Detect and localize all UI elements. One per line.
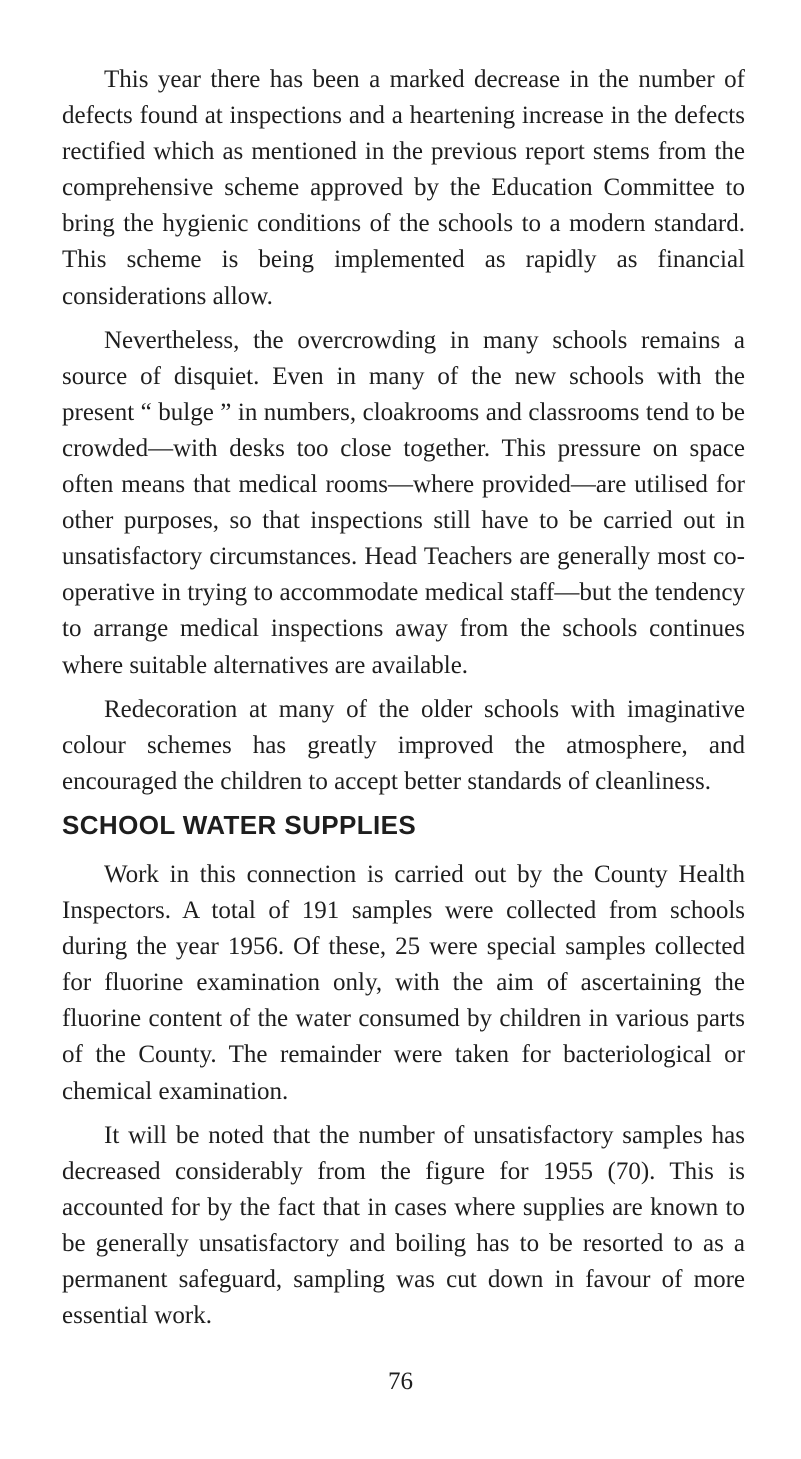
paragraph-water-samples: Work in this connection is carried out by the County Health Inspectors. A total of 191 samples were collected from schools during the year 1956. Of these, 25 were special samples collected for fluorine examination only, with the aim of ascertaining the fluorine content of the water consumed by children in various parts of the County. The remainder were taken for bacteriological or chemical examination. (62, 861, 745, 1105)
paragraph-redecoration: Redecoration at many of the older schools with imaginative colour schemes has greatly improved the atmosphere, and encouraged the children to accept better standards of cleanliness. (62, 695, 745, 795)
paragraph-unsatisfactory-samples: It will be noted that the number of unsatisfactory samples has decreased considerably from the figure for 1955 (70). This is accounted for by the fact that in cases where supplies are known to be generally unsatisfactory and boiling has to be resorted to as a permanent safeguard, sampling was cut down in favour of more essential work. (62, 1121, 745, 1330)
paragraph-defects: This year there has been a marked decrease in the number of defects found at inspections and a heartening increase in the defects rectified which as mentioned in the previous report stems from the comprehensive scheme approved by the Education Committee to bring the hygienic conditions of the schools to a modern standard. This scheme is being implemented as rapidly as financial considerations allow. (62, 66, 745, 310)
body-text-section-two (62, 857, 745, 1334)
page-number: 76 (388, 1368, 413, 1395)
body-text-section-one (62, 62, 745, 800)
paragraph-overcrowding: Nevertheless, the overcrowding in many schools remains a source of disquiet. Even in many of the new schools with the present “ bulge ” in numbers, cloakrooms and classrooms tend to be crowded—with desks too close together. This pressure on space often means that medical rooms—where provided—are utilised for other purposes, so that inspections still have to be carried out in unsatisfactory circumstances. Head Teachers are generally most co-operative in trying to accommodate medical staff—but the tendency to arrange medical inspections away from the schools continues where suitable alternatives are available. (62, 326, 745, 679)
section-heading: SCHOOL WATER SUPPLIES (62, 810, 417, 840)
